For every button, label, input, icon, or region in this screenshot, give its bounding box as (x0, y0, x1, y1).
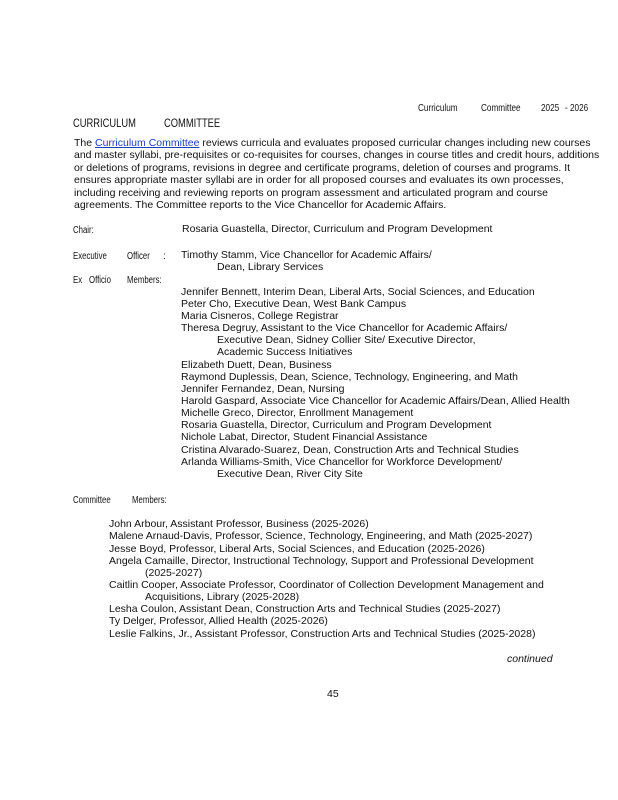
exec-officer-line1: Timothy Stamm, Vice Chancellor for Academic Affairs/ (181, 249, 432, 261)
page-number: 45 (327, 688, 339, 700)
committee-label-word2: Members: (132, 495, 167, 506)
committee-member: Caitlin Cooper, Associate Professor, Coordinator of Collection Development Management and (109, 579, 544, 591)
committee-member: John Arbour, Assistant Professor, Business (2025-2026) (109, 518, 369, 530)
ex-officio-label-word3: Members: (127, 275, 162, 286)
ex-officio-member: Cristina Alvarado-Suarez, Dean, Construction Arts and Technical Studies (181, 444, 519, 456)
committee-member-cont: (2025-2027) (145, 567, 203, 579)
header-word-curriculum: Curriculum (418, 102, 458, 114)
ex-officio-member: Jennifer Bennett, Interim Dean, Liberal Arts, Social Sciences, and Education (181, 286, 535, 298)
ex-officio-label3-wrap (127, 275, 171, 286)
exec-label2-wrap (127, 251, 156, 262)
ex-officio-member: Michelle Greco, Director, Enrollment Management (181, 407, 414, 419)
committee-member: Leslie Falkins, Jr., Assistant Professor, Construction Arts and Technical Studies (2025-2028) (109, 628, 536, 640)
exec-officer-label-word1: Executive (73, 251, 107, 262)
committee-member-cont: Acquisitions, Library (2025-2028) (145, 591, 300, 603)
header-word-committee: Committee (481, 102, 521, 114)
ex-officio-member: Theresa Degruy, Assistant to the Vice Chancellor for Academic Affairs/ (181, 322, 508, 334)
ex-officio-member: Rosaria Guastella, Director, Curriculum and Program Development (181, 419, 492, 431)
intro-body: reviews curricula and evaluates proposed curricular changes including new courses and master syllabi, pre-requisites or co-requisites for courses, changes in course titles and credit hours, additions or deletions of programs, revisions in degree and certificate programs, deletion of courses and programs. It ensures appropriate master syllabi are in order for all proposed courses and evaluates its own processes, including receiving and reviewing reports on program assessment and articulated program and course agreements. The Committee reports to the Vice Chancellor for Academic Affairs. (74, 137, 600, 212)
ex-officio-member: Elizabeth Duett, Dean, Business (181, 359, 332, 371)
chair-label: Chair: (73, 225, 94, 236)
header-year-start: 2025 (541, 102, 560, 114)
header-year-start-wrap (541, 102, 564, 114)
exec-officer-label-word2: Officer (127, 251, 150, 262)
ex-officio-label1-wrap (73, 275, 85, 286)
exec-officer-line2: Dean, Library Services (217, 261, 324, 273)
ex-officio-member-cont: Executive Dean, River City Site (217, 468, 363, 480)
committee-member: Ty Delger, Professor, Allied Health (2025-2026) (109, 615, 328, 627)
header-year-end-wrap (565, 102, 595, 114)
header-year-end: - 2026 (565, 102, 589, 114)
section-title-word1: CURRICULUM (73, 116, 136, 130)
committee-label2-wrap (132, 495, 176, 506)
intro-paragraph (74, 137, 604, 211)
section-title-word2: COMMITTEE (164, 116, 221, 130)
chair-label-wrap (73, 225, 100, 236)
curriculum-committee-link[interactable]: Curriculum Committee (95, 137, 200, 149)
exec-colon: : (163, 251, 166, 262)
chair-value: Rosaria Guastella, Director, Curriculum and Program Development (182, 223, 493, 235)
ex-officio-member-cont: Executive Dean, Sidney Collier Site/ Executive Director, (217, 334, 476, 346)
exec-label1-wrap (73, 251, 116, 262)
header-word-committee-wrap (481, 102, 532, 114)
ex-officio-member: Arlanda Williams-Smith, Vice Chancellor for Workforce Development/ (181, 456, 503, 468)
running-header (418, 102, 469, 114)
ex-officio-label-word1: Ex (73, 275, 83, 286)
continued-note: continued (507, 653, 553, 665)
ex-officio-member: Jennifer Fernandez, Dean, Nursing (181, 383, 345, 395)
committee-member: Malene Arnaud-Davis, Professor, Science, Technology, Engineering, and Math (2025-2027) (109, 530, 533, 542)
section-title (73, 116, 154, 130)
committee-member: Angela Camaille, Director, Instructional Technology, Support and Professional Development (109, 555, 534, 567)
committee-label-word1: Committee (73, 495, 111, 506)
ex-officio-label-word2: Officio (89, 275, 111, 286)
ex-officio-label2-wrap (89, 275, 117, 286)
committee-member: Jesse Boyd, Professor, Liberal Arts, Social Sciences, and Education (2025-2026) (109, 543, 485, 555)
ex-officio-member: Peter Cho, Executive Dean, West Bank Campus (181, 298, 407, 310)
intro-prefix: The (74, 137, 96, 149)
ex-officio-member: Harold Gaspard, Associate Vice Chancellor for Academic Affairs/Dean, Allied Health (181, 395, 570, 407)
ex-officio-member: Nichole Labat, Director, Student Financial Assistance (181, 431, 428, 443)
ex-officio-member: Maria Cisneros, College Registrar (181, 310, 339, 322)
section-title-word2-wrap (164, 116, 236, 130)
committee-member: Lesha Coulon, Assistant Dean, Construction Arts and Technical Studies (2025-2027) (109, 603, 501, 615)
committee-label1-wrap (73, 495, 121, 506)
ex-officio-member: Raymond Duplessis, Dean, Science, Technology, Engineering, and Math (181, 371, 518, 383)
ex-officio-member-cont: Academic Success Initiatives (217, 346, 353, 358)
